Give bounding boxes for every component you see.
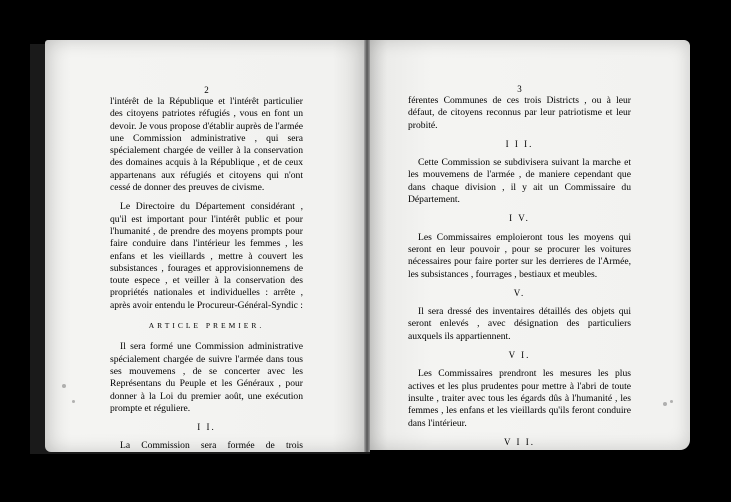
section-heading: V I. bbox=[508, 350, 531, 361]
foxing-spot bbox=[72, 400, 75, 403]
left-page-text bbox=[110, 85, 303, 502]
paragraph: Le Directoire du Département considérant , qu'il est important pour l'intérêt public et pour l'humanité , de prendre des moyens prompts pour faire conduire dans l'intérieur les femmes , les enfans et les vieillards , mettre à couvert les subsistances , fourages et approvisionnemens de toute espece , et veiller à la conservation des propriétés nationales et individuelles : arrête , après avoir entendu le Procureur-Général-Syndic : bbox=[110, 201, 303, 311]
article-paragraph: Les Commissaires prendront les mesures les plus actives et les plus prudentes pour mettre à l'abri de toute insulte , traiter avec tous les égards dûs à l'humanité , les femmes , les enfans et les vieillards qu'ils feront conduire dans l'intérieur. bbox=[408, 368, 631, 429]
section-heading: I I I. bbox=[505, 138, 534, 149]
foxing-spot bbox=[663, 402, 667, 406]
page-number-left: 2 bbox=[204, 85, 209, 95]
section-heading: V I I. bbox=[503, 436, 536, 447]
section-heading: V. bbox=[513, 287, 526, 298]
paragraph: l'intérêt de la République et l'intérêt particulier des citoyens patriotes réfugiés , vous en font un devoir. Je vous propose d'établir auprès de l'armée une Commission administrative , qui sera spécialement chargée de veiller à la conservation des domaines acquis à la République , et de ceux appartenans aux réfugiés et citoyens qui n'ont cessé de donner des preuves de civisme. bbox=[110, 96, 303, 194]
foxing-spot bbox=[62, 384, 66, 388]
page-number-right: 3 bbox=[517, 84, 522, 94]
section-heading: I V. bbox=[509, 213, 530, 224]
article-paragraph: Il sera formé une Commission administrative spécialement chargée de suivre l'armée dans tous ses mouvemens , de se concerter avec les Représentans du Peuple et les Généraux , pour donner à la Loi du premier août, une exécution prompte et réguliere. bbox=[110, 341, 303, 414]
section-heading: I I. bbox=[197, 422, 216, 433]
article-paragraph: Il sera dressé des inventaires détaillés des objets qui seront enlevés , avec désignation des particuliers auxquels ils appartiennent. bbox=[408, 306, 631, 342]
paragraph: férentes Communes de ces trois Districts , ou à leur défaut, de citoyens reconnus par leur patriotisme et leur probité. bbox=[408, 95, 631, 131]
article-paragraph: Cette Commission se subdivisera suivant la marche et les mouvemens de l'armée , de maniere cependant que dans chaque division , il y ait un Commissaire du Département. bbox=[408, 157, 631, 206]
article-heading: ARTICLE PREMIER. bbox=[148, 321, 265, 331]
article-paragraph: Lesdits Commissaires donneront aux Représentans du Peuple et aux Généraux de l'Armée tous les renseigne- bbox=[408, 455, 631, 479]
article-paragraph: La Commission sera formée de trois Administrateurs ou Commissaires du Département , de tous les Membres présens des Administrations des Districts de Vihiers, Cholet et St. Florent , des Officiers Municipaux des dif- bbox=[110, 440, 303, 501]
article-paragraph: Les Commissaires emploieront tous les moyens qui seront en leur pouvoir , pour se procurer les voitures nécessaires pour faire porter sur les derrieres de l'Armée, les subsistances , fourrages , bestiaux et meubles. bbox=[408, 231, 631, 280]
foxing-spot bbox=[670, 400, 673, 403]
book-spine bbox=[364, 40, 370, 452]
right-page-text bbox=[408, 84, 631, 480]
